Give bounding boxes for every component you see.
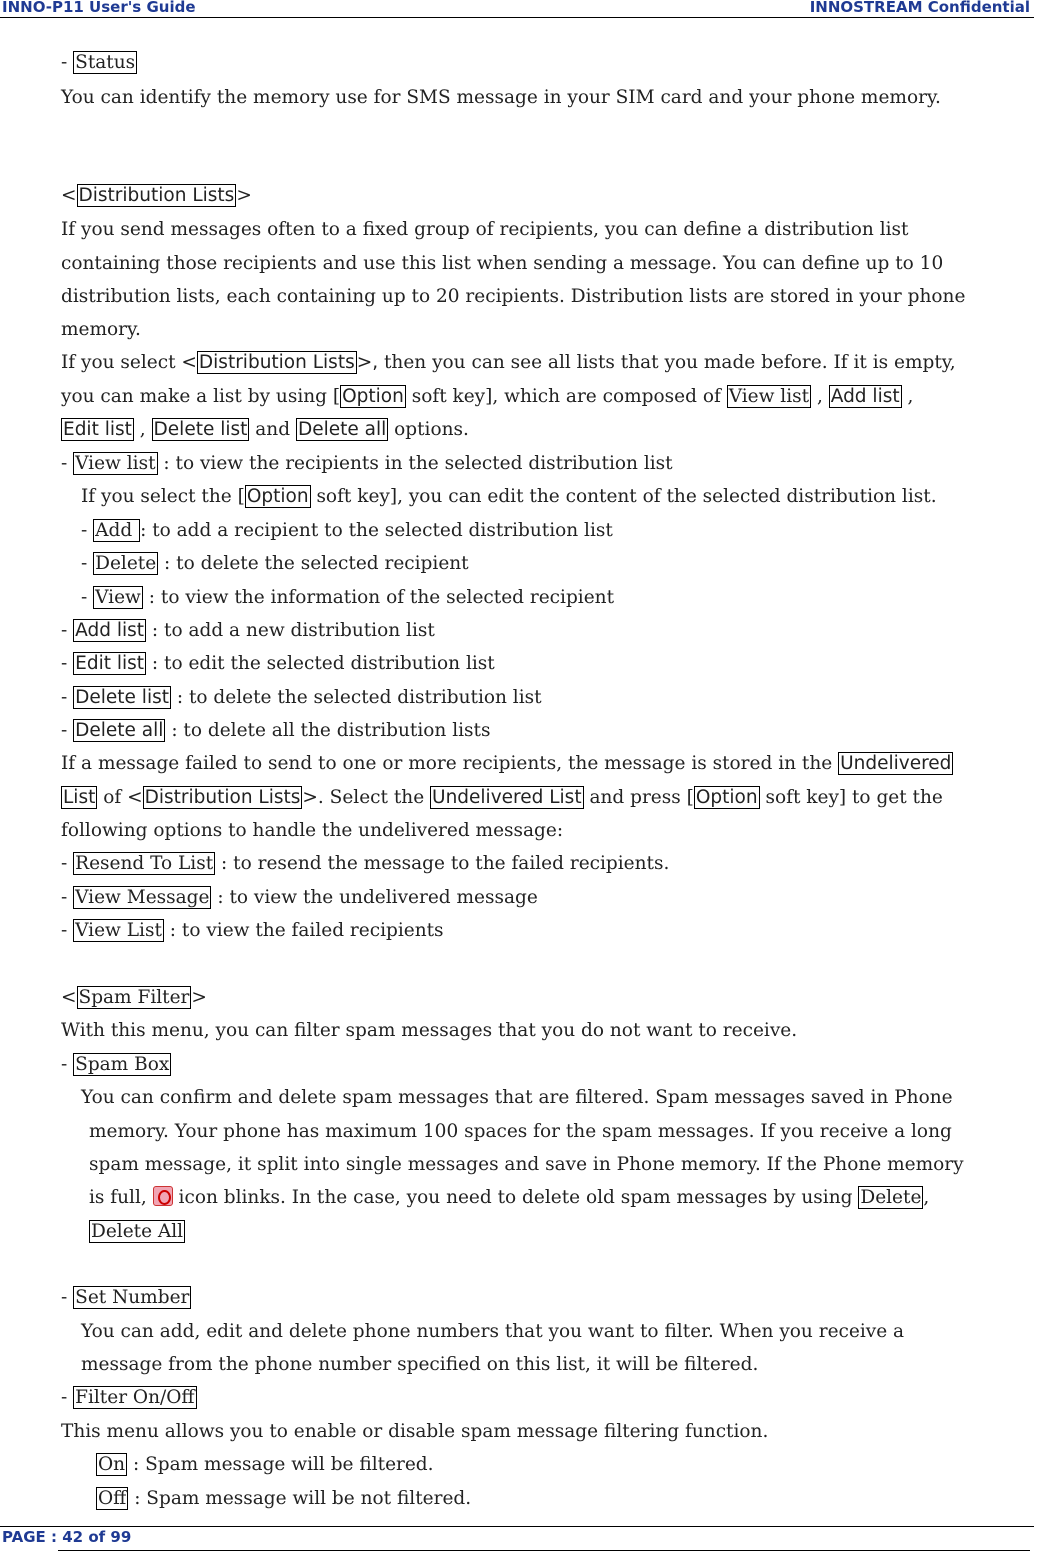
text-run: Distribution Lists: [144, 787, 301, 808]
text-run: If a message failed to send to one or more recipients, the message is stored in the: [61, 753, 839, 774]
text-run: then you can see all lists that you made before. If it is empty,: [378, 352, 956, 373]
text-run: ,: [923, 1187, 930, 1208]
text-run: soft key], which are composed of: [405, 386, 727, 407]
text-run: View: [95, 587, 141, 608]
text-run: Add list: [830, 386, 900, 407]
text-run: Spam Filter: [78, 987, 190, 1008]
dist-para-3: distribution lists, each containing up to 20 recipients. Distribution lists are stored in your phone: [61, 286, 966, 307]
text-run: Resend To List: [75, 853, 214, 874]
filter-onoff-item: [61, 1386, 197, 1410]
text-run: Off: [98, 1488, 127, 1509]
text-run: >: [191, 987, 207, 1008]
sub-delete-item: [81, 552, 469, 576]
text-run: List: [63, 787, 96, 808]
text-run: -: [61, 52, 74, 73]
spam-box-para-1: You can confirm and delete spam messages that are filtered. Spam messages saved in Phone: [81, 1087, 953, 1108]
text-run: View List: [75, 920, 162, 941]
text-run: Edit list: [75, 653, 145, 674]
status-term: Status: [75, 52, 136, 73]
text-run: Option: [342, 386, 404, 407]
text-run: Filter On/Off: [75, 1387, 195, 1408]
text-run: If you select: [61, 352, 182, 373]
dist-options-line: [61, 418, 469, 442]
view-list2-item: [61, 919, 444, 943]
text-run: Delete list: [153, 419, 248, 440]
doc-title: INNO-P11 User's Guide: [2, 0, 196, 16]
text-run: : to delete all the distribution lists: [165, 720, 491, 741]
text-run: -: [61, 1287, 74, 1308]
text-run: -: [61, 653, 74, 674]
add-list-item: [61, 619, 435, 643]
text-run: Spam Box: [75, 1054, 170, 1075]
text-run: -: [61, 887, 74, 908]
text-run: : to view the failed recipients: [163, 920, 444, 941]
text-run: Add: [95, 520, 139, 541]
dist-make-line: [61, 385, 913, 409]
confidential-label: INNOSTREAM Confidential: [809, 0, 1030, 16]
text-run: Delete: [860, 1187, 922, 1208]
dist-para-2: containing those recipients and use this list when sending a message. You can define up to 10: [61, 253, 944, 274]
text-run: -: [61, 453, 74, 474]
text-run: icon blinks. In the case, you need to delete old spam messages by using: [172, 1187, 859, 1208]
text-run: View list: [728, 386, 810, 407]
text-run: of: [97, 787, 128, 808]
text-run: Edit list: [63, 419, 132, 440]
sub-view-item: [81, 586, 614, 610]
text-run: Delete All: [91, 1221, 184, 1242]
spam-box-para-4: [89, 1186, 929, 1210]
text-run: -: [61, 720, 74, 741]
resend-item: [61, 852, 669, 876]
text-run: On: [98, 1454, 126, 1475]
dist-para-1: If you send messages often to a fixed group of recipients, you can define a distribution list: [61, 219, 909, 240]
text-run: Delete all: [75, 720, 164, 741]
text-run: -: [61, 1387, 74, 1408]
spam-intro: With this menu, you can filter spam messages that you do not want to receive.: [61, 1020, 798, 1041]
spam-box-para-2: memory. Your phone has maximum 100 spaces for the spam messages. If you receive a long: [89, 1121, 952, 1142]
text-run: -: [61, 853, 74, 874]
text-run: : to add a new distribution list: [146, 620, 435, 641]
undelivered-para-2: [61, 786, 943, 810]
text-run: Set Number: [75, 1287, 190, 1308]
text-run: soft key] to get the: [759, 787, 943, 808]
status-desc: You can identify the memory use for SMS message in your SIM card and your phone memory.: [61, 87, 941, 108]
text-run: : Spam message will be filtered.: [127, 1454, 434, 1475]
spam-filter-heading: [61, 986, 207, 1010]
text-run: : to view the information of the selected recipient: [142, 587, 615, 608]
text-run: Add list: [75, 620, 145, 641]
spam-message-icon: [153, 1186, 173, 1206]
text-run: <: [61, 185, 77, 206]
text-run: -: [61, 920, 74, 941]
text-run: : Spam message will be not filtered.: [128, 1488, 472, 1509]
text-run: ,: [901, 386, 914, 407]
text-run: : to view the undelivered message: [211, 887, 538, 908]
text-run: -: [81, 553, 94, 574]
text-run: : to delete the selected recipient: [158, 553, 469, 574]
page-header: [0, 0, 1034, 18]
delete-list-item: [61, 686, 542, 710]
text-run: Delete: [95, 553, 157, 574]
text-run: Option: [695, 787, 758, 808]
page-footer: [0, 1526, 1034, 1551]
text-run: : to resend the message to the failed recipients.: [215, 853, 670, 874]
text-run: -: [61, 620, 74, 641]
dist-select-line: [61, 351, 956, 375]
edit-list-item: [61, 652, 495, 676]
filter-on-item: [96, 1453, 434, 1477]
text-run: Undelivered: [840, 753, 952, 774]
text-run: ,: [133, 419, 152, 440]
text-run: . Select the: [317, 787, 431, 808]
text-run: ,: [811, 386, 829, 407]
text-run: -: [61, 1054, 74, 1075]
text-run: : to delete the selected distribution list: [170, 687, 542, 708]
text-run: -: [81, 587, 94, 608]
text-run: and: [249, 419, 296, 440]
set-number-para-1: You can add, edit and delete phone numbers that you want to filter. When you receive a: [81, 1321, 905, 1342]
set-number-para-2: message from the phone number specified on this list, it will be filtered.: [81, 1354, 759, 1375]
spam-box-para-5: [89, 1220, 185, 1244]
text-run: >: [236, 185, 252, 206]
filter-onoff-desc: This menu allows you to enable or disable spam message filtering function.: [61, 1421, 769, 1442]
delete-all-item: [61, 719, 490, 743]
spam-box-item: [61, 1053, 171, 1077]
view-message-item: [61, 886, 538, 910]
text-run: is full,: [89, 1187, 153, 1208]
dist-para-4: memory.: [61, 319, 141, 340]
text-run: Delete list: [75, 687, 169, 708]
text-run: Distribution Lists: [78, 185, 235, 206]
text-run: If you select the [: [81, 486, 245, 507]
page-number: PAGE : 42 of 99: [2, 1528, 132, 1546]
sub-add-item: [81, 519, 613, 543]
text-run: Option: [246, 486, 309, 507]
text-run: : to view the recipients in the selected distribution list: [157, 453, 673, 474]
filter-off-item: [96, 1487, 471, 1511]
text-run: -: [81, 520, 94, 541]
text-run: : to add a recipient to the selected distribution list: [140, 520, 613, 541]
text-run: you can make a list by using [: [61, 386, 341, 407]
text-run: and press [: [583, 787, 694, 808]
dist-lists-heading: [61, 184, 252, 208]
text-run: >: [302, 787, 318, 808]
text-run: <: [181, 352, 197, 373]
text-run: <: [61, 987, 77, 1008]
text-run: options.: [388, 419, 469, 440]
spam-box-para-3: spam message, it split into single messages and save in Phone memory. If the Phone memory: [89, 1154, 964, 1175]
undelivered-para-1: [61, 752, 953, 776]
status-item: [61, 51, 137, 75]
view-list-option-line: [81, 485, 937, 509]
text-run: View Message: [75, 887, 210, 908]
text-run: -: [61, 687, 74, 708]
text-run: <: [127, 787, 143, 808]
text-run: Undelivered List: [432, 787, 582, 808]
text-run: Delete all: [297, 419, 387, 440]
view-list-item: [61, 452, 673, 476]
text-run: Distribution Lists: [198, 352, 355, 373]
text-run: soft key], you can edit the content of the selected distribution list.: [310, 486, 937, 507]
text-run: >,: [356, 352, 379, 373]
text-run: : to edit the selected distribution list: [146, 653, 495, 674]
set-number-item: [61, 1286, 191, 1310]
undelivered-para-3: following options to handle the undelivered message:: [61, 820, 564, 841]
text-run: View list: [75, 453, 156, 474]
